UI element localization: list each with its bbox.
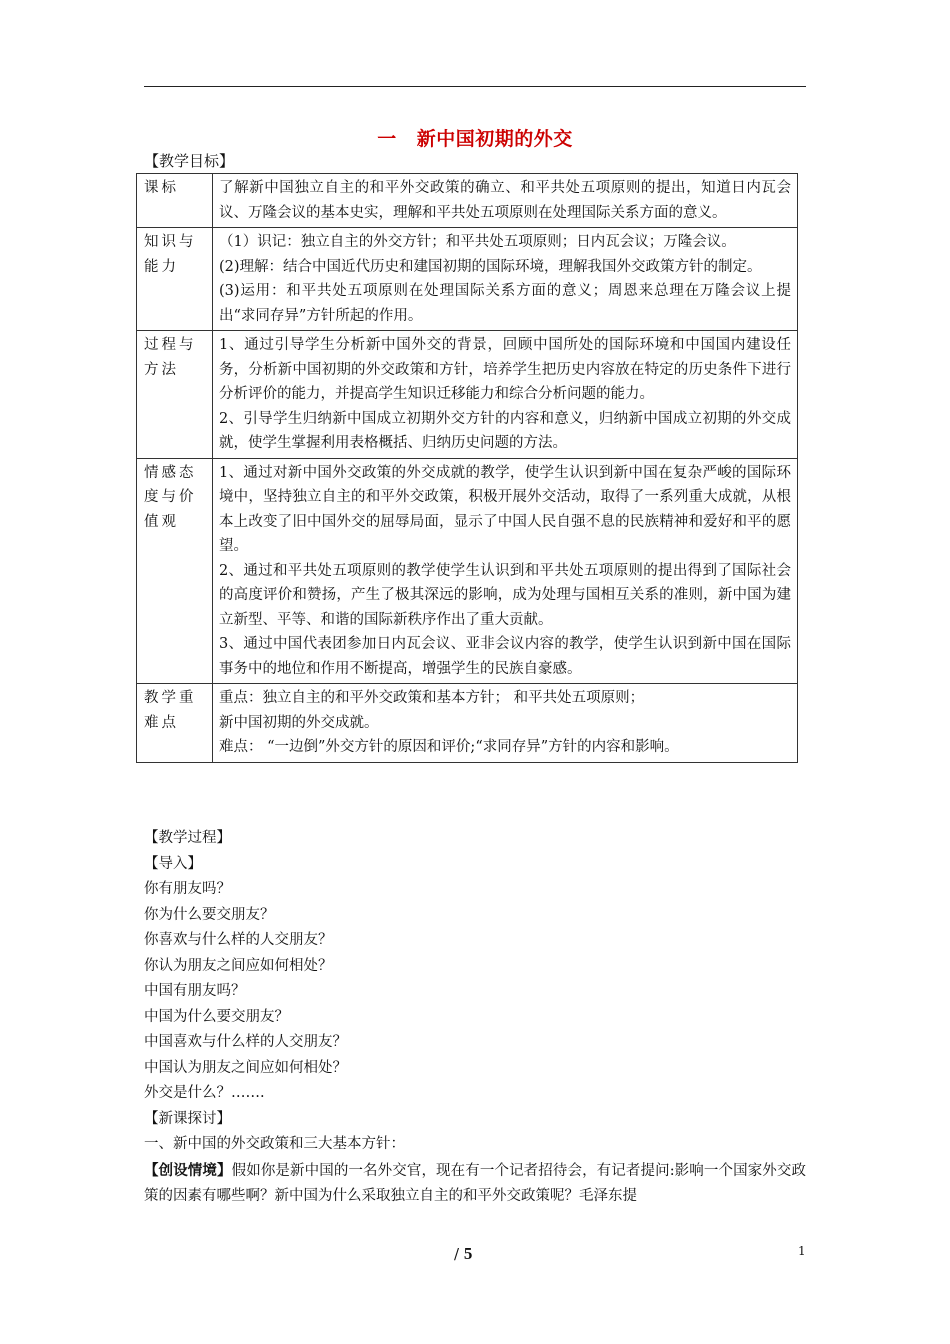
- goal-key: 知识与能力: [137, 228, 213, 331]
- intro-question: 你有朋友吗？: [144, 881, 231, 897]
- intro-questions: [144, 877, 806, 1107]
- intro-question: 中国认为朋友之间应如何相处？: [144, 1059, 347, 1076]
- title-text: 新中国初期的外交: [416, 128, 573, 150]
- goal-line: 难点： “一边倒”外交方针的原因和评价;“求同存异”方针的内容和影响。: [219, 739, 679, 755]
- goal-line: 重点：独立自主的和平外交政策和基本方针； 和平共处五项原则；: [219, 690, 645, 706]
- goal-line: （1）识记：独立自主的外交方针；和平共处五项原则；日内瓦会议；万隆会议。: [219, 234, 736, 250]
- scenario-label: 【创设情境】: [144, 1161, 232, 1179]
- goals-row: [137, 228, 798, 331]
- goal-line: 2、通过和平共处五项原则的教学使学生认识到和平共处五项原则的提出得到了国际社会的高度评价和赞扬，产生了极其深远的影响，成为处理与国相互关系的准则，新中国为建立新型、平等、和谐的国际新秩序作出了重大贡献。: [219, 562, 791, 628]
- lesson-body: [144, 826, 806, 1210]
- section-process-label: 【教学过程】: [144, 830, 231, 846]
- goal-content: [213, 174, 798, 228]
- section-new-label: 【新课探讨】: [144, 1110, 231, 1127]
- goals-row: [137, 174, 798, 228]
- intro-question: 外交是什么？…….: [144, 1085, 265, 1101]
- goal-key: 过程与方法: [137, 331, 213, 459]
- section-intro-label: 【导入】: [144, 855, 202, 872]
- goals-row: [137, 331, 798, 459]
- intro-question: 中国有朋友吗？: [144, 983, 246, 999]
- goal-line: 3、通过中国代表团参加日内瓦会议、亚非会议内容的教学，使学生认识到新中国在国际事务中的地位和作用不断提高，增强学生的民族自豪感。: [219, 636, 791, 677]
- goals-table: [136, 173, 798, 763]
- page-total: 5: [463, 1244, 473, 1263]
- goal-line: 新中国初期的外交成就。: [219, 714, 379, 731]
- goal-content: [213, 458, 798, 684]
- goal-content: [213, 331, 798, 459]
- intro-question: 中国为什么要交朋友？: [144, 1008, 289, 1025]
- goal-key: 情感态度与价值观: [137, 458, 213, 684]
- intro-question: 你喜欢与什么样的人交朋友？: [144, 932, 333, 948]
- title-number: 一: [377, 128, 397, 150]
- scenario-text: 假如你是新中国的一名外交官，现在有一个记者招待会，有记者提问:影响一个国家外交政策的因素有哪些啊？新中国为什么采取独立自主的和平外交政策呢？毛泽东提: [144, 1162, 807, 1204]
- page-separator: /: [454, 1245, 460, 1263]
- intro-question: 你为什么要交朋友？: [144, 906, 275, 923]
- heading-policy: 一、新中国的外交政策和三大基本方针：: [144, 1136, 405, 1152]
- page-count: [454, 1244, 472, 1264]
- goal-line: 1、通过引导学生分析新中国外交的背景，回顾中国所处的国际环境和中国国内建设任务，分析新中国初期的外交政策和方针，培养学生把历史内容放在特定的历史条件下进行分析评价的能力，并提高学生知识迁移能力和综合分析问题的能力。: [219, 337, 791, 402]
- goal-line: 2、引导学生归纳新中国成立初期外交方针的内容和意义，归纳新中国成立初期的外交成就，使学生掌握利用表格概括、归纳历史问题的方法。: [219, 410, 791, 451]
- page-number: 1: [798, 1244, 806, 1258]
- goal-key: 教学重难点: [137, 684, 213, 763]
- intro-question: 你认为朋友之间应如何相处？: [144, 957, 333, 974]
- section-goals-label: 【教学目标】: [144, 152, 235, 170]
- intro-question: 中国喜欢与什么样的人交朋友？: [144, 1034, 347, 1050]
- goal-content: [213, 228, 798, 331]
- goal-line: 了解新中国独立自主的和平外交政策的确立、和平共处五项原则的提出，知道日内瓦会议、万隆会议的基本史实，理解和平共处五项原则在处理国际关系方面的意义。: [219, 180, 791, 221]
- goal-key: 课标: [137, 174, 213, 228]
- goals-row: [137, 458, 798, 684]
- goal-line: (3)运用：和平共处五项原则在处理国际关系方面的意义；周恩来总理在万隆会议上提出“求同存异”方针所起的作用。: [219, 283, 791, 324]
- page-footer: [0, 1244, 950, 1274]
- goal-line: 1、通过对新中国外交政策的外交成就的教学，使学生认识到新中国在复杂严峻的国际环境中，坚持独立自主的和平外交政策，积极开展外交活动，取得了一系列重大成就，从根本上改变了旧中国外交的屈辱局面，显示了中国人民自强不息的民族精神和爱好和平的愿望。: [219, 464, 791, 554]
- page-title: [0, 124, 950, 151]
- goal-line: (2)理解：结合中国近代历史和建国初期的国际环境，理解我国外交政策方针的制定。: [219, 258, 762, 275]
- scenario-paragraph: [144, 1158, 806, 1210]
- goal-content: [213, 684, 798, 763]
- header-rule: [144, 86, 806, 87]
- goals-row: [137, 684, 798, 763]
